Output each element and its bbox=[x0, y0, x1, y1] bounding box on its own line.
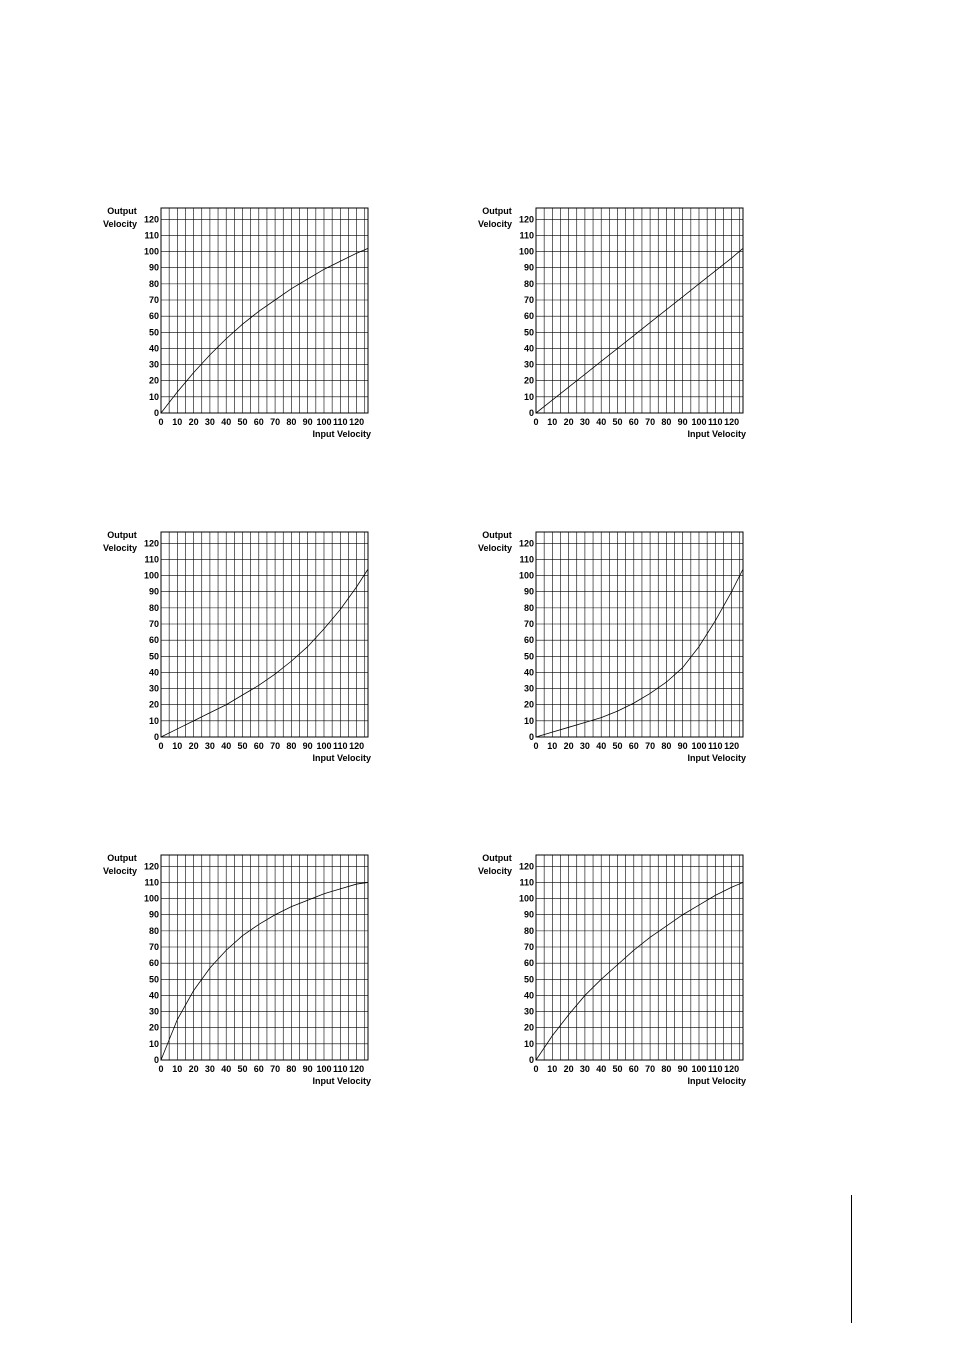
x-tick-label: 120 bbox=[349, 1064, 365, 1074]
x-tick-label: 100 bbox=[691, 417, 707, 427]
x-tick-label: 0 bbox=[158, 1064, 164, 1074]
x-tick-label: 20 bbox=[188, 741, 199, 751]
y-tick-label: 60 bbox=[148, 635, 159, 646]
y-tick-label: 90 bbox=[148, 909, 159, 920]
x-tick-label: 50 bbox=[237, 741, 248, 751]
y-tick-label: 20 bbox=[148, 699, 159, 710]
x-tick-label: 90 bbox=[677, 1064, 688, 1074]
plot-frame bbox=[161, 855, 368, 1060]
plot-frame bbox=[161, 532, 368, 737]
y-tick-label: 30 bbox=[523, 1006, 534, 1017]
y-tick-label: 40 bbox=[523, 667, 534, 678]
y-tick-label: 120 bbox=[518, 538, 534, 549]
y-tick-label: 0 bbox=[153, 1055, 159, 1065]
y-tick-label: 110 bbox=[519, 230, 534, 241]
y-tick-label: 100 bbox=[143, 570, 159, 581]
x-tick-label: 80 bbox=[286, 1064, 297, 1074]
x-tick-label: 10 bbox=[547, 1064, 558, 1074]
y-axis-title-line2: Velocity bbox=[102, 219, 138, 229]
x-tick-label: 100 bbox=[691, 1064, 707, 1074]
velocity-chart-4 bbox=[471, 517, 761, 763]
x-tick-label: 60 bbox=[253, 417, 264, 427]
x-tick-label: 120 bbox=[724, 417, 740, 427]
x-tick-label: 30 bbox=[579, 741, 590, 751]
x-tick-label: 30 bbox=[579, 1064, 590, 1074]
y-tick-label: 70 bbox=[523, 295, 534, 306]
x-tick-label: 70 bbox=[270, 741, 281, 751]
x-tick-label: 40 bbox=[596, 417, 607, 427]
x-axis-title: Input Velocity bbox=[312, 1076, 371, 1086]
x-tick-label: 50 bbox=[237, 417, 248, 427]
x-tick-label: 80 bbox=[661, 741, 672, 751]
x-tick-label: 70 bbox=[645, 1064, 656, 1074]
y-tick-label: 70 bbox=[523, 942, 534, 953]
x-tick-label: 110 bbox=[708, 417, 723, 427]
y-tick-label: 120 bbox=[518, 861, 534, 872]
x-tick-label: 40 bbox=[221, 1064, 232, 1074]
x-tick-label: 90 bbox=[302, 741, 313, 751]
plot-frame bbox=[536, 208, 743, 413]
y-tick-label: 0 bbox=[528, 732, 534, 742]
y-tick-label: 80 bbox=[148, 602, 159, 613]
x-tick-label: 70 bbox=[270, 1064, 281, 1074]
y-axis-title-line2: Velocity bbox=[477, 866, 513, 876]
x-tick-label: 10 bbox=[172, 1064, 183, 1074]
x-tick-label: 20 bbox=[188, 417, 199, 427]
page-margin-rule bbox=[851, 1195, 852, 1323]
velocity-chart-2 bbox=[471, 193, 761, 439]
y-tick-label: 0 bbox=[528, 408, 534, 418]
x-tick-label: 60 bbox=[628, 1064, 639, 1074]
y-tick-label: 120 bbox=[143, 861, 159, 872]
x-tick-label: 10 bbox=[547, 741, 558, 751]
y-axis-title-line1: Output bbox=[107, 530, 137, 540]
x-tick-label: 90 bbox=[302, 1064, 313, 1074]
y-tick-label: 110 bbox=[519, 877, 534, 888]
y-tick-label: 30 bbox=[523, 683, 534, 694]
x-tick-label: 110 bbox=[333, 417, 348, 427]
y-tick-label: 120 bbox=[143, 214, 159, 225]
y-tick-label: 50 bbox=[148, 327, 159, 338]
y-tick-label: 50 bbox=[523, 974, 534, 985]
velocity-curve-line bbox=[536, 248, 743, 413]
y-tick-label: 100 bbox=[518, 893, 534, 904]
x-tick-label: 110 bbox=[708, 1064, 723, 1074]
y-tick-label: 40 bbox=[148, 667, 159, 678]
y-axis-title-line1: Output bbox=[482, 206, 512, 216]
x-tick-label: 110 bbox=[333, 741, 348, 751]
x-axis-title: Input Velocity bbox=[687, 753, 746, 763]
x-tick-label: 110 bbox=[708, 741, 723, 751]
y-tick-label: 80 bbox=[148, 925, 159, 936]
x-tick-label: 70 bbox=[645, 417, 656, 427]
y-tick-label: 60 bbox=[148, 958, 159, 969]
x-tick-label: 50 bbox=[612, 1064, 623, 1074]
y-tick-label: 70 bbox=[148, 942, 159, 953]
x-tick-label: 0 bbox=[533, 417, 539, 427]
y-axis-title-line2: Velocity bbox=[102, 866, 138, 876]
x-tick-label: 30 bbox=[204, 741, 215, 751]
y-tick-label: 80 bbox=[523, 925, 534, 936]
y-tick-label: 90 bbox=[523, 262, 534, 273]
y-tick-label: 20 bbox=[148, 375, 159, 386]
y-tick-label: 110 bbox=[144, 230, 159, 241]
y-tick-label: 20 bbox=[148, 1022, 159, 1033]
x-tick-label: 100 bbox=[691, 741, 707, 751]
y-tick-label: 50 bbox=[523, 651, 534, 662]
x-tick-label: 30 bbox=[579, 417, 590, 427]
y-tick-label: 60 bbox=[523, 635, 534, 646]
velocity-chart-1 bbox=[96, 193, 386, 439]
x-tick-label: 100 bbox=[316, 417, 332, 427]
y-tick-label: 50 bbox=[148, 651, 159, 662]
y-tick-label: 0 bbox=[153, 408, 159, 418]
y-tick-label: 120 bbox=[143, 538, 159, 549]
x-tick-label: 40 bbox=[221, 417, 232, 427]
x-tick-label: 0 bbox=[158, 741, 164, 751]
x-tick-label: 70 bbox=[270, 417, 281, 427]
x-tick-label: 50 bbox=[612, 741, 623, 751]
y-tick-label: 90 bbox=[148, 262, 159, 273]
y-axis-title-line1: Output bbox=[107, 206, 137, 216]
plot-frame bbox=[536, 855, 743, 1060]
y-tick-label: 120 bbox=[518, 214, 534, 225]
y-axis-title-line2: Velocity bbox=[102, 543, 138, 553]
velocity-curve-line bbox=[536, 882, 743, 1060]
y-tick-label: 100 bbox=[143, 893, 159, 904]
y-tick-label: 10 bbox=[148, 1038, 159, 1049]
y-axis-title-line1: Output bbox=[482, 530, 512, 540]
x-tick-label: 90 bbox=[302, 417, 313, 427]
velocity-chart-3 bbox=[96, 517, 386, 763]
y-tick-label: 10 bbox=[148, 715, 159, 726]
y-tick-label: 40 bbox=[523, 343, 534, 354]
x-tick-label: 20 bbox=[563, 417, 574, 427]
x-tick-label: 20 bbox=[188, 1064, 199, 1074]
x-tick-label: 100 bbox=[316, 1064, 332, 1074]
x-tick-label: 50 bbox=[612, 417, 623, 427]
velocity-chart-5 bbox=[96, 840, 386, 1086]
x-tick-label: 20 bbox=[563, 1064, 574, 1074]
y-tick-label: 20 bbox=[523, 1022, 534, 1033]
x-tick-label: 40 bbox=[596, 741, 607, 751]
plot-frame bbox=[161, 208, 368, 413]
x-tick-label: 60 bbox=[253, 1064, 264, 1074]
y-tick-label: 100 bbox=[518, 246, 534, 257]
velocity-curve-line bbox=[161, 882, 368, 1060]
x-tick-label: 120 bbox=[349, 741, 365, 751]
x-tick-label: 60 bbox=[253, 741, 264, 751]
y-tick-label: 80 bbox=[523, 278, 534, 289]
x-tick-label: 80 bbox=[661, 417, 672, 427]
x-tick-label: 90 bbox=[677, 417, 688, 427]
velocity-chart-6 bbox=[471, 840, 761, 1086]
velocity-curve-line bbox=[161, 569, 368, 737]
x-tick-label: 40 bbox=[596, 1064, 607, 1074]
x-axis-title: Input Velocity bbox=[312, 429, 371, 439]
y-tick-label: 90 bbox=[523, 909, 534, 920]
y-tick-label: 60 bbox=[148, 311, 159, 322]
x-tick-label: 30 bbox=[204, 417, 215, 427]
x-tick-label: 0 bbox=[533, 741, 539, 751]
x-axis-title: Input Velocity bbox=[312, 753, 371, 763]
y-tick-label: 40 bbox=[148, 343, 159, 354]
y-tick-label: 60 bbox=[523, 958, 534, 969]
y-tick-label: 70 bbox=[148, 295, 159, 306]
y-tick-label: 50 bbox=[148, 974, 159, 985]
x-tick-label: 70 bbox=[645, 741, 656, 751]
x-tick-label: 120 bbox=[349, 417, 365, 427]
x-tick-label: 0 bbox=[533, 1064, 539, 1074]
y-tick-label: 10 bbox=[148, 391, 159, 402]
y-tick-label: 20 bbox=[523, 375, 534, 386]
x-tick-label: 0 bbox=[158, 417, 164, 427]
x-tick-label: 40 bbox=[221, 741, 232, 751]
y-tick-label: 0 bbox=[153, 732, 159, 742]
x-tick-label: 100 bbox=[316, 741, 332, 751]
y-tick-label: 10 bbox=[523, 715, 534, 726]
x-tick-label: 60 bbox=[628, 741, 639, 751]
x-tick-label: 10 bbox=[547, 417, 558, 427]
velocity-curve-line bbox=[536, 569, 743, 737]
x-tick-label: 120 bbox=[724, 741, 740, 751]
y-axis-title-line1: Output bbox=[107, 853, 137, 863]
y-tick-label: 100 bbox=[143, 246, 159, 257]
x-tick-label: 10 bbox=[172, 417, 183, 427]
velocity-curve-line bbox=[161, 248, 368, 413]
y-tick-label: 70 bbox=[523, 619, 534, 630]
x-tick-label: 80 bbox=[286, 741, 297, 751]
x-tick-label: 90 bbox=[677, 741, 688, 751]
plot-frame bbox=[536, 532, 743, 737]
x-tick-label: 50 bbox=[237, 1064, 248, 1074]
y-tick-label: 100 bbox=[518, 570, 534, 581]
x-tick-label: 10 bbox=[172, 741, 183, 751]
y-tick-label: 40 bbox=[523, 990, 534, 1001]
y-tick-label: 90 bbox=[148, 586, 159, 597]
x-axis-title: Input Velocity bbox=[687, 1076, 746, 1086]
x-tick-label: 20 bbox=[563, 741, 574, 751]
x-tick-label: 30 bbox=[204, 1064, 215, 1074]
y-axis-title-line1: Output bbox=[482, 853, 512, 863]
y-tick-label: 20 bbox=[523, 699, 534, 710]
y-tick-label: 40 bbox=[148, 990, 159, 1001]
y-tick-label: 50 bbox=[523, 327, 534, 338]
y-tick-label: 80 bbox=[523, 602, 534, 613]
y-tick-label: 30 bbox=[148, 359, 159, 370]
x-tick-label: 60 bbox=[628, 417, 639, 427]
y-tick-label: 90 bbox=[523, 586, 534, 597]
y-tick-label: 0 bbox=[528, 1055, 534, 1065]
y-tick-label: 10 bbox=[523, 391, 534, 402]
x-tick-label: 120 bbox=[724, 1064, 740, 1074]
y-axis-title-line2: Velocity bbox=[477, 543, 513, 553]
y-tick-label: 30 bbox=[523, 359, 534, 370]
y-axis-title-line2: Velocity bbox=[477, 219, 513, 229]
y-tick-label: 80 bbox=[148, 278, 159, 289]
y-tick-label: 10 bbox=[523, 1038, 534, 1049]
x-tick-label: 80 bbox=[661, 1064, 672, 1074]
x-tick-label: 110 bbox=[333, 1064, 348, 1074]
y-tick-label: 110 bbox=[144, 554, 159, 565]
y-tick-label: 30 bbox=[148, 683, 159, 694]
x-axis-title: Input Velocity bbox=[687, 429, 746, 439]
y-tick-label: 110 bbox=[519, 554, 534, 565]
x-tick-label: 80 bbox=[286, 417, 297, 427]
y-tick-label: 60 bbox=[523, 311, 534, 322]
y-tick-label: 30 bbox=[148, 1006, 159, 1017]
y-tick-label: 110 bbox=[144, 877, 159, 888]
y-tick-label: 70 bbox=[148, 619, 159, 630]
